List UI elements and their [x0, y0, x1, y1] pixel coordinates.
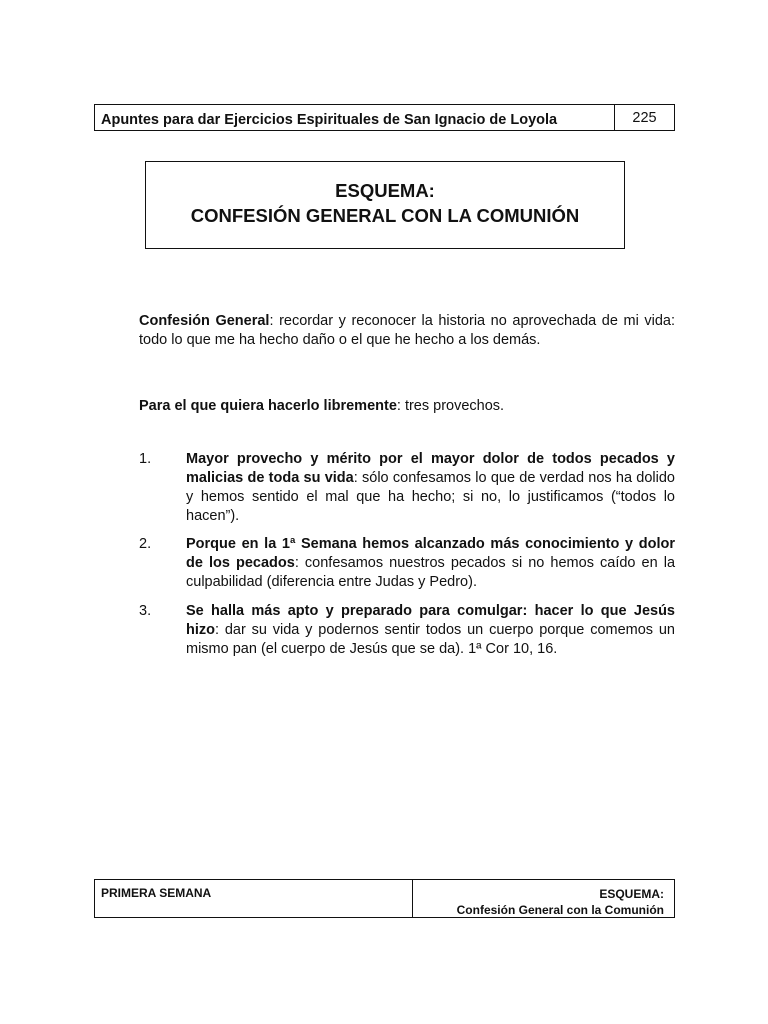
item-body: : confesamos nuestros pecados si no hemos caído en la culpabilidad (diferencia entre Judas y Pedro). [186, 555, 676, 590]
item-body: : dar su vida y podernos sentir todos un cuerpo porque comemos un mismo pan (el cuerpo de Jesús que se da). 1ª Cor 10, 16. [186, 622, 675, 657]
list-item [139, 602, 675, 659]
item-bold: Porque en la 1ª Semana hemos alcanzado más conocimiento y dolor de los pecados [186, 536, 675, 571]
intro-term: Confesión General [139, 313, 270, 329]
page-number: 225 [614, 105, 674, 130]
title-box [145, 161, 625, 249]
item-number: 2. [139, 536, 152, 552]
title-line-1: ESQUEMA: [335, 180, 435, 201]
page-footer [94, 879, 675, 918]
footer-topic [413, 880, 674, 917]
lead-paragraph [139, 397, 675, 416]
list-item [139, 535, 675, 592]
page-header [94, 104, 675, 131]
item-number: 3. [139, 603, 152, 619]
footer-topic-line-1: ESQUEMA: [599, 887, 664, 901]
item-bold: Mayor provecho y mérito por el mayor dolor de todos pecados y malicias de toda su vida [186, 451, 675, 486]
intro-text: : recordar y reconocer la historia no aprovechada de mi vida: todo lo que me ha hecho daño o el que he hecho a los demás. [139, 313, 676, 348]
footer-section: PRIMERA SEMANA [95, 880, 413, 917]
item-number: 1. [139, 451, 152, 467]
item-text [186, 602, 675, 659]
item-body: : sólo confesamos lo que de verdad nos ha dolido y hemos sentido el mal que ha hecho; si no, lo justificamos (“todos lo hacen”). [186, 470, 675, 524]
lead-text: : tres provechos. [396, 398, 505, 414]
footer-topic-line-2: Confesión General con la Comunión [456, 903, 664, 917]
intro-paragraph [139, 312, 675, 350]
title-line-2: CONFESIÓN GENERAL CON LA COMUNIÓN [190, 205, 580, 226]
item-text [186, 450, 675, 526]
item-bold: Se halla más apto y preparado para comulgar: hacer lo que Jesús hizo [186, 603, 675, 638]
header-title: Apuntes para dar Ejercicios Espirituales de San Ignacio de Loyola [101, 112, 558, 128]
lead-term: Para el que quiera hacerlo libremente [139, 398, 397, 414]
item-text [186, 535, 675, 592]
list-item [139, 450, 675, 526]
